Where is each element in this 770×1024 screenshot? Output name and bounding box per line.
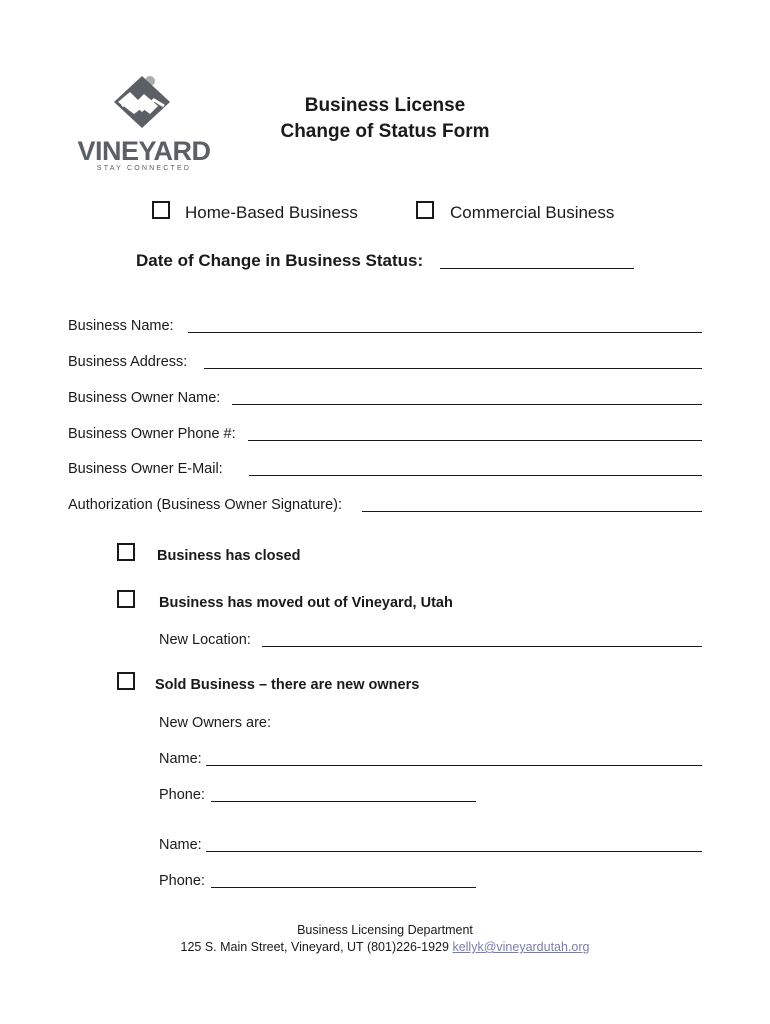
business-name-field[interactable]	[188, 332, 702, 333]
logo-tagline: STAY CONNECTED	[96, 165, 192, 172]
owner-name-field[interactable]	[232, 404, 702, 405]
commercial-checkbox[interactable]	[416, 201, 434, 219]
owner-email-label: Business Owner E-Mail:	[68, 461, 223, 477]
new-owner-2-name-label: Name:	[159, 837, 202, 853]
owner-phone-label: Business Owner Phone #:	[68, 426, 236, 442]
home-based-checkbox[interactable]	[152, 201, 170, 219]
new-owner-2-name-field[interactable]	[206, 851, 702, 852]
logo-wordmark: VINEYARD	[77, 136, 211, 166]
business-closed-label: Business has closed	[157, 548, 301, 564]
new-location-field[interactable]	[262, 646, 702, 647]
new-location-label: New Location:	[159, 632, 251, 648]
new-owner-2-phone-field[interactable]	[211, 887, 476, 888]
business-moved-label: Business has moved out of Vineyard, Utah	[159, 595, 453, 611]
new-owner-1-name-label: Name:	[159, 751, 202, 767]
form-title-line2: Change of Status Form	[280, 121, 490, 142]
new-owners-label: New Owners are:	[159, 715, 272, 731]
business-address-label: Business Address:	[68, 354, 188, 370]
new-owner-1-phone-field[interactable]	[211, 801, 476, 802]
business-name-label: Business Name:	[68, 318, 174, 334]
business-sold-label: Sold Business – there are new owners	[155, 677, 420, 693]
footer-address: 125 S. Main Street, Vineyard, UT (801)226-1929	[180, 940, 449, 954]
owner-email-field[interactable]	[249, 475, 702, 476]
footer-contact	[0, 940, 770, 954]
date-of-change-label: Date of Change in Business Status:	[136, 251, 424, 270]
commercial-label: Commercial Business	[450, 203, 615, 222]
form-title-line1: Business License	[304, 95, 466, 116]
business-address-field[interactable]	[204, 368, 702, 369]
footer-department: Business Licensing Department	[297, 923, 473, 937]
vineyard-logo	[70, 72, 215, 182]
business-moved-checkbox[interactable]	[117, 590, 135, 608]
new-owner-2-phone-label: Phone:	[159, 873, 205, 889]
business-sold-checkbox[interactable]	[117, 672, 135, 690]
owner-name-label: Business Owner Name:	[68, 390, 221, 406]
date-of-change-field[interactable]	[440, 268, 634, 269]
new-owner-1-name-field[interactable]	[206, 765, 702, 766]
mountain-logo-icon	[70, 72, 215, 136]
home-based-label: Home-Based Business	[185, 203, 358, 222]
owner-phone-field[interactable]	[248, 440, 702, 441]
business-closed-checkbox[interactable]	[117, 543, 135, 561]
authorization-label: Authorization (Business Owner Signature):	[68, 497, 343, 513]
footer-email-link[interactable]: kellyk@vineyardutah.org	[452, 940, 590, 954]
new-owner-1-phone-label: Phone:	[159, 787, 205, 803]
authorization-signature-field[interactable]	[362, 511, 702, 512]
